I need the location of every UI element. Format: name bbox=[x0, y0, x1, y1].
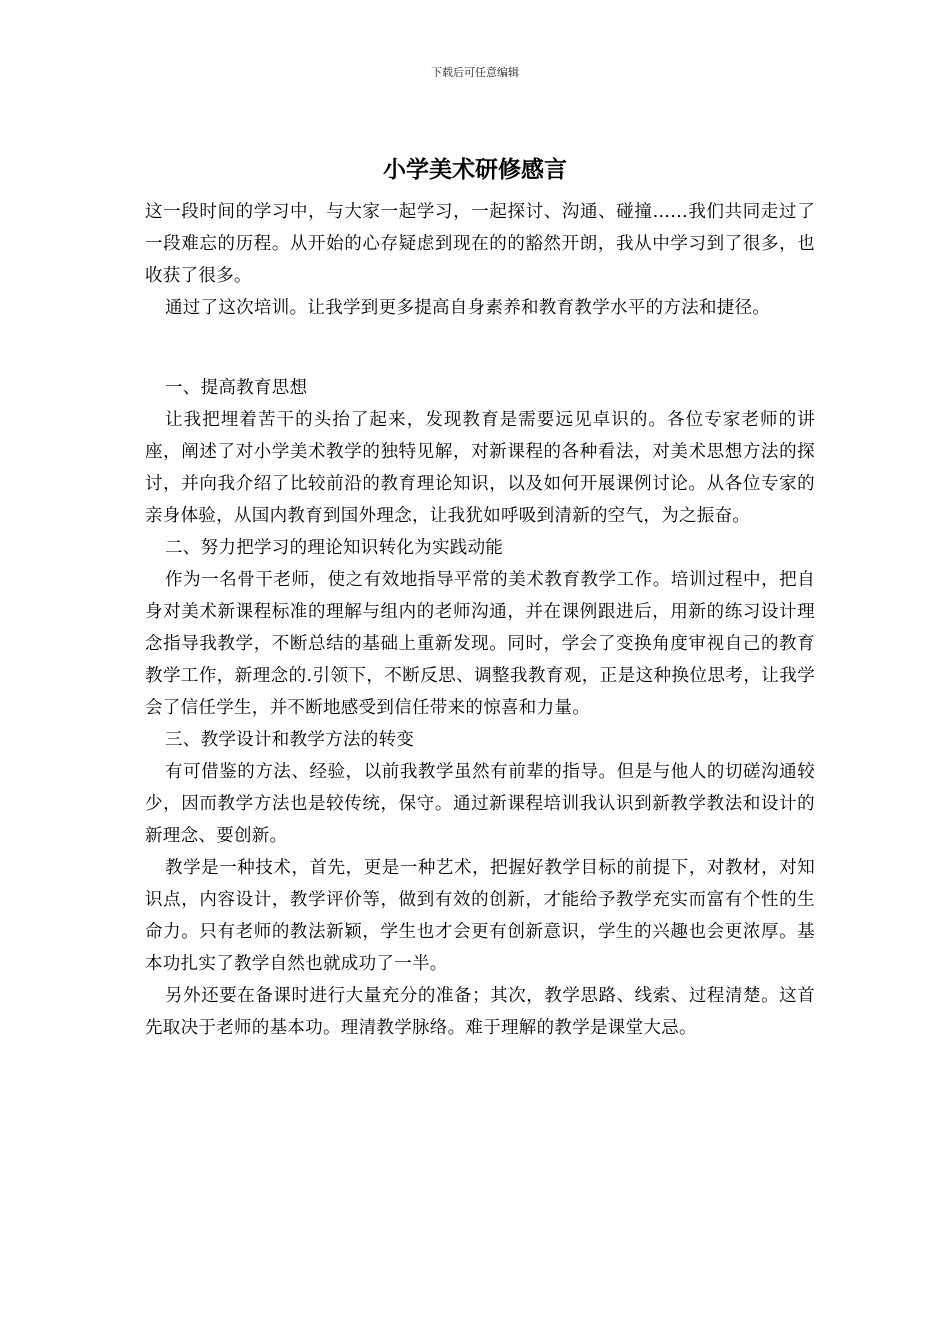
section-1-paragraph-1: 让我把埋着苦干的头抬了起来，发现教育是需要远见卓识的。各位专家老师的讲座，阐述了对小学美术教学的独特见解，对新课程的各种看法，对美术思想方法的探讨，并向我介绍了比较前沿的教育理论知识，以及如何开展课例讨论。从各位专家的亲身体验，从国内教育到国外理念，让我犹如呼吸到清新的空气，为之振奋。 bbox=[145, 410, 815, 526]
document-body bbox=[145, 196, 815, 1044]
section-3-paragraph-2: 教学是一种技术，首先，更是一种艺术，把握好教学目标的前提下，对教材，对知识点，内容设计，教学评价等，做到有效的创新，才能给予教学充实而富有个性的生命力。只有老师的教法新颖，学生也才会更有创新意识，学生的兴趣也会更浓厚。基本功扎实了教学自然也就成功了一半。 bbox=[145, 858, 815, 974]
section-3-paragraph-3: 另外还要在备课时进行大量充分的准备；其次，教学思路、线索、过程清楚。这首先取决于老师的基本功。理清教学脉络。难于理解的教学是课堂大忌。 bbox=[145, 986, 815, 1038]
document-title: 小学美术研修感言 bbox=[383, 156, 567, 183]
section-2-paragraph-1: 作为一名骨干老师，使之有效地指导平常的美术教育教学工作。培训过程中，把自身对美术新课程标准的理解与组内的老师沟通，并在课例跟进后，用新的练习设计理念指导我教学，不断总结的基础上重新发现。同时，学会了变换角度审视自己的教育教学工作，新理念的.引领下，不断反思、调整我教育观，正是这种换位思考，让我学会了信任学生，并不断地感受到信任带来的惊喜和力量。 bbox=[145, 570, 815, 718]
section-3-paragraph-1: 有可借鉴的方法、经验，以前我教学虽然有前辈的指导。但是与他人的切磋沟通较少，因而教学方法也是较传统，保守。通过新课程培训我认识到新教学教法和设计的新理念、要创新。 bbox=[145, 762, 815, 846]
intro-paragraph-1: 这一段时间的学习中，与大家一起学习，一起探讨、沟通、碰撞……我们共同走过了一段难忘的历程。从开始的心存疑虑到现在的的豁然开朗，我从中学习到了很多，也收获了很多。 bbox=[145, 202, 815, 286]
section-1-heading: 一、提高教育思想 bbox=[165, 378, 308, 398]
blank-line-spacer bbox=[145, 324, 815, 372]
page-header-note: 下载后可任意编辑 bbox=[431, 66, 519, 79]
section-3-heading: 三、教学设计和教学方法的转变 bbox=[165, 730, 415, 750]
section-2-heading: 二、努力把学习的理论知识转化为实践动能 bbox=[165, 538, 504, 558]
intro-paragraph-2: 通过了这次培训。让我学到更多提高自身素养和教育教学水平的方法和捷径。 bbox=[165, 298, 771, 318]
